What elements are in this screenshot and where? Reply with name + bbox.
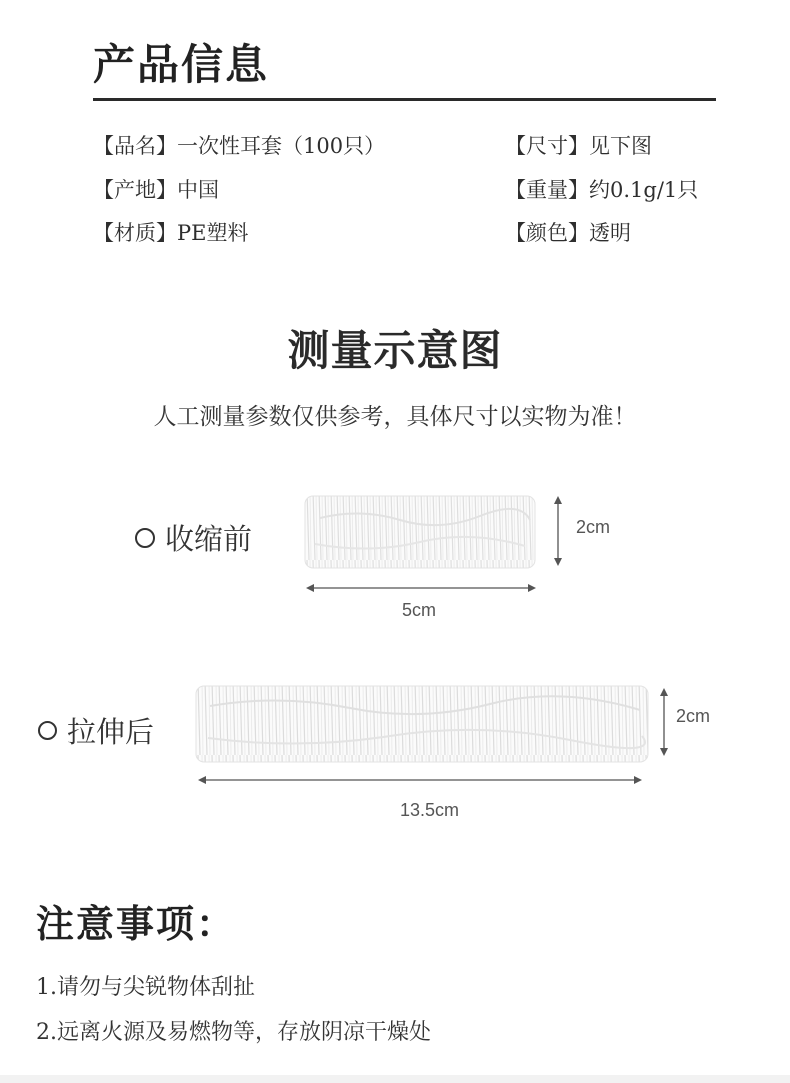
- attention-item: 2.远离火源及易燃物等，存放阴凉干燥处: [36, 1020, 431, 1045]
- spec-label: 【产地】: [93, 178, 177, 202]
- spec-value: 透明: [589, 221, 631, 245]
- spec-material: [93, 217, 248, 247]
- spec-label: 【尺寸】: [505, 134, 589, 158]
- attention-title: 注意事项：: [36, 902, 237, 946]
- spec-label: 【材质】: [93, 221, 177, 245]
- product-info-title: 产品信息: [93, 40, 270, 89]
- attention-item: 1.请勿与尖锐物体刮扯: [36, 975, 255, 1000]
- spec-name: [93, 130, 385, 160]
- title-divider: [93, 98, 716, 101]
- before-label-text: 收缩前: [165, 522, 253, 556]
- bottom-divider: [0, 1075, 790, 1083]
- spec-label: 【颜色】: [505, 221, 589, 245]
- spec-label: 【重量】: [505, 178, 589, 202]
- spec-weight: [505, 174, 698, 204]
- before-label: [135, 517, 252, 558]
- spec-origin: [93, 174, 219, 204]
- measurement-title: 测量示意图: [287, 326, 503, 375]
- spec-value: 约0.1g/1只: [589, 178, 699, 202]
- measurement-note: 人工测量参数仅供参考，具体尺寸以实物为准！: [153, 404, 637, 430]
- ear-cover-stretched-image: [190, 680, 680, 800]
- spec-value: 见下图: [589, 134, 652, 158]
- spec-color: [505, 217, 631, 247]
- spec-value: 一次性耳套（100只）: [177, 134, 386, 158]
- before-height-label: 2cm: [576, 517, 611, 537]
- circle-bullet-icon: [38, 721, 57, 740]
- spec-value: PE塑料: [177, 221, 249, 245]
- after-label-text: 拉伸后: [67, 715, 155, 749]
- ear-cover-contracted-image: [300, 490, 640, 600]
- spec-value: 中国: [177, 178, 219, 202]
- circle-bullet-icon: [135, 528, 155, 548]
- after-height-label: 2cm: [676, 706, 711, 726]
- after-label: [38, 710, 154, 751]
- spec-size: [505, 130, 652, 160]
- spec-label: 【品名】: [93, 134, 177, 158]
- after-width-label: 13.5cm: [400, 800, 460, 820]
- before-width-label: 5cm: [402, 600, 437, 620]
